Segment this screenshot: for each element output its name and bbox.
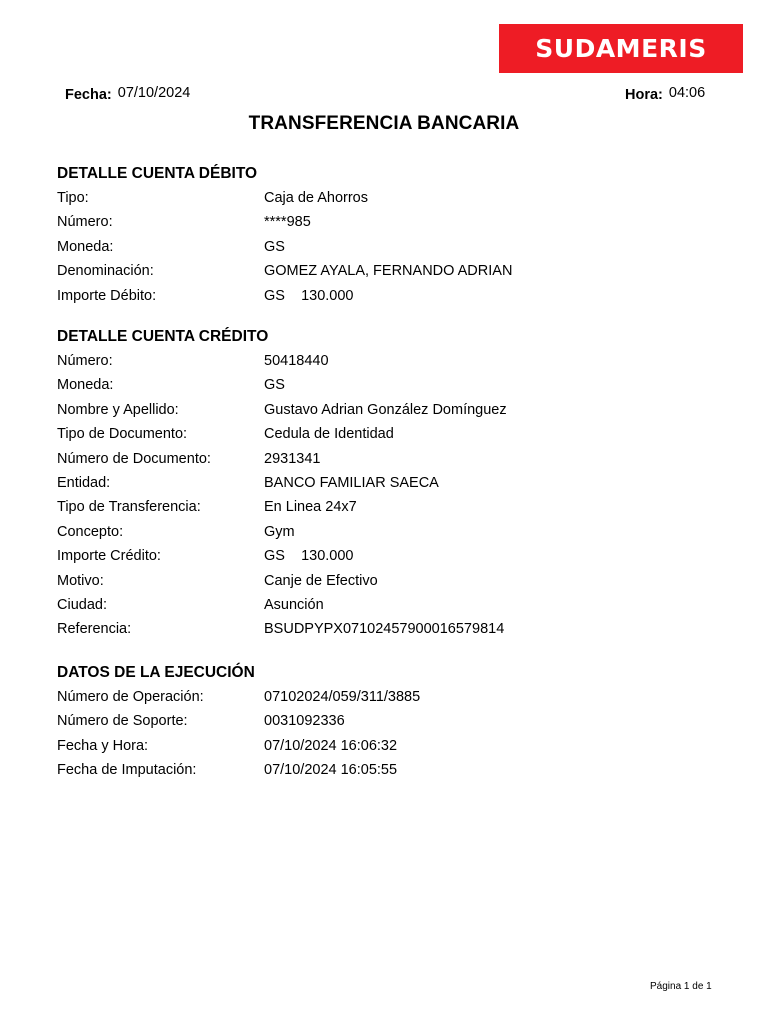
field-label: Número de Soporte: [57,713,188,730]
field-value: Asunción [264,596,324,613]
fecha-value: 07/10/2024 [117,85,191,101]
field-value: GS 130.000 [264,548,354,565]
field-label: Número: [57,214,113,231]
field-value: GS [264,377,285,394]
hora-label: Hora: [625,87,663,103]
field-value: Gustavo Adrian González Domínguez [264,401,507,418]
detail-row [57,422,737,446]
detail-row [57,447,737,471]
field-label: Fecha de Imputación: [57,762,197,779]
field-value: BANCO FAMILIAR SAECA [264,474,439,491]
field-label: Moneda: [57,377,114,394]
detail-row [57,734,737,758]
field-label: Importe Débito: [57,287,157,304]
field-label: Tipo de Transferencia: [57,499,201,516]
section-title: DETALLE CUENTA DÉBITO [57,165,258,182]
field-value: En Linea 24x7 [264,499,357,516]
debit-account-section [57,162,737,308]
credit-rows [57,349,737,642]
field-value: Gym [264,523,295,540]
logo-text: SUDAMERIS [535,34,707,63]
sudameris-logo [499,24,743,73]
execution-rows [57,685,737,783]
field-value: 07/10/2024 16:06:32 [264,737,398,754]
detail-row [57,709,737,733]
credit-account-section [57,325,737,642]
detail-row [57,349,737,373]
detail-row [57,259,737,283]
detail-row [57,471,737,495]
field-label: Número: [57,353,113,369]
field-value: Canje de Efectivo [264,572,378,589]
field-value: GOMEZ AYALA, FERNANDO ADRIAN [264,263,513,280]
field-value: ****985 [264,214,311,231]
field-value: Cedula de Identidad [264,426,394,443]
field-value: 50418440 [264,353,329,369]
detail-row [57,398,737,422]
detail-row [57,284,737,308]
field-value: 07/10/2024 16:05:55 [264,762,398,779]
field-value: GS 130.000 [264,287,354,304]
debit-rows [57,186,737,308]
hora-value: 04:06 [668,85,706,101]
field-label: Moneda: [57,238,114,255]
detail-row [57,758,737,782]
field-label: Número de Operación: [57,689,204,705]
field-label: Fecha y Hora: [57,737,149,754]
field-label: Importe Crédito: [57,548,161,565]
field-label: Concepto: [57,523,124,540]
field-label: Tipo: [57,190,89,206]
detail-row [57,373,737,397]
field-value: Caja de Ahorros [264,190,368,206]
field-value: BSUDPYPX07102457900016579814 [264,621,505,638]
field-label: Motivo: [57,572,104,589]
page-number: Página 1 de 1 [650,981,712,992]
execution-data-section [57,661,737,783]
field-label: Número de Documento: [57,450,211,467]
detail-row [57,685,737,709]
fecha-label: Fecha: [65,87,112,103]
field-value: 0031092336 [264,713,345,730]
detail-row [57,617,737,641]
field-value: GS [264,238,285,255]
detail-row [57,235,737,259]
field-label: Referencia: [57,621,132,638]
field-label: Entidad: [57,474,111,491]
hora-field [625,85,705,101]
field-label: Tipo de Documento: [57,426,188,443]
section-title: DETALLE CUENTA CRÉDITO [57,328,269,345]
field-label: Nombre y Apellido: [57,401,179,418]
field-label: Ciudad: [57,596,107,613]
fecha-field [65,85,190,101]
detail-row [57,569,737,593]
detail-row [57,210,737,234]
detail-row [57,520,737,544]
section-title: DATOS DE LA EJECUCIÓN [57,664,255,681]
detail-row [57,544,737,568]
detail-row [57,186,737,210]
field-value: 2931341 [264,450,321,467]
document-title: TRANSFERENCIA BANCARIA [248,113,520,134]
field-value: 07102024/059/311/3885 [264,689,421,705]
detail-row [57,495,737,519]
field-label: Denominación: [57,263,154,280]
detail-row [57,593,737,617]
